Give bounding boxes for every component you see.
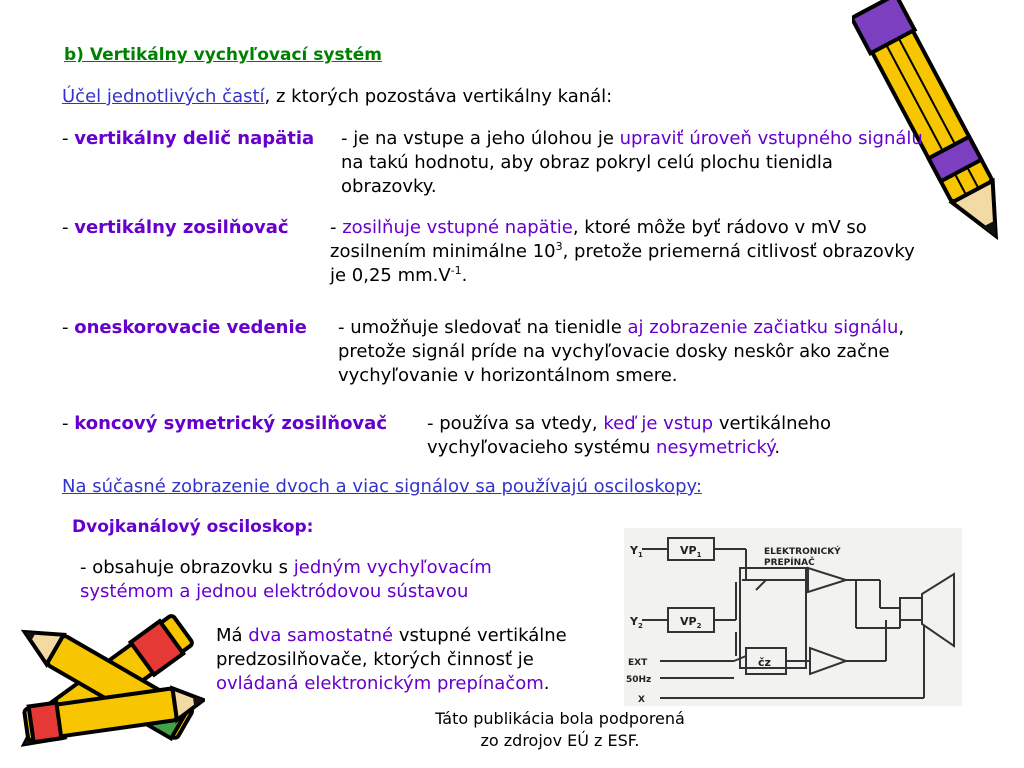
item-3-description bbox=[338, 316, 958, 388]
item-4-desc-part: - používa sa vtedy, bbox=[427, 413, 604, 434]
item-2-desc-part: , ktoré môže byť rádovo v mV so zosilnením minimálne 10 bbox=[330, 217, 867, 262]
item-2-desc-part: , pretože priemerná citlivosť obrazovky je 0,25 mm.V bbox=[330, 241, 915, 286]
dual-p2-highlight: ovládaná elektronickým prepínačom bbox=[216, 673, 544, 694]
diagram-y2-label: $Y_2$ bbox=[630, 615, 643, 630]
item-dash: - bbox=[62, 128, 75, 149]
item-4-desc-part: . bbox=[774, 437, 781, 458]
item-2-term bbox=[62, 216, 289, 240]
diagram-vp1-label: $VP_1$ bbox=[680, 544, 702, 559]
dual-paragraph-1 bbox=[80, 556, 590, 604]
item-2-desc-part: . bbox=[461, 265, 468, 286]
footer-note bbox=[400, 708, 720, 752]
item-4-highlight: keď je vstup bbox=[603, 413, 714, 434]
diagram-vp2-label: $VP_2$ bbox=[680, 615, 702, 630]
item-4-highlight: nesymetrický bbox=[656, 437, 775, 458]
intro-text: , z ktorých pozostáva vertikálny kanál: bbox=[264, 86, 613, 107]
item-4-term-text: koncový symetrický zosilňovač bbox=[74, 413, 387, 434]
dual-p1-highlight: jedným vychyľovacím systémom a jednou elektródovou sústavou bbox=[80, 557, 492, 602]
item-1-desc-part: - je na vstupe a jeho úlohou je bbox=[341, 128, 620, 149]
footer-line-2: zo zdrojov EÚ z ESF. bbox=[480, 731, 640, 750]
diagram-ext-label: EXT bbox=[628, 658, 648, 668]
item-2-sup: -1 bbox=[450, 264, 462, 277]
item-4-description bbox=[427, 412, 927, 460]
item-1-highlight: upraviť úroveň vstupného signálu bbox=[619, 128, 923, 149]
item-3-term-text: oneskorovacie vedenie bbox=[74, 317, 307, 338]
oscilloscopes-link[interactable]: Na súčasné zobrazenie dvoch a viac signálov sa používajú osciloskopy: bbox=[62, 476, 702, 497]
item-1-description bbox=[341, 127, 931, 199]
intro-line bbox=[62, 85, 612, 109]
diagram-cz-label: čz bbox=[758, 656, 771, 669]
pencil-icon-top-right bbox=[852, 0, 1024, 250]
item-2-desc-part: - bbox=[330, 217, 343, 238]
item-1-term bbox=[62, 127, 314, 151]
dual-paragraph-2 bbox=[216, 624, 616, 696]
footer-line-1: Táto publikácia bola podporená bbox=[435, 709, 685, 728]
item-3-desc-part: , pretože signál príde na vychyľovacie dosky neskôr ako začne vychyľovanie v horizontálnom smere. bbox=[338, 317, 905, 386]
diagram-x-label: X bbox=[638, 695, 645, 705]
dual-p2-text: Má bbox=[216, 625, 249, 646]
diagram-50hz-label: 50Hz bbox=[626, 675, 652, 685]
item-2-highlight: zosilňuje vstupné napätie bbox=[342, 217, 573, 238]
dual-p2-highlight: dva samostatné bbox=[248, 625, 394, 646]
item-1-desc-part: na takú hodnotu, aby obraz pokryl celú plochu tienidla obrazovky. bbox=[341, 152, 833, 197]
item-dash: - bbox=[62, 217, 75, 238]
item-2-sup: 3 bbox=[555, 240, 563, 253]
item-4-term bbox=[62, 412, 387, 436]
item-3-highlight: aj zobrazenie začiatku signálu bbox=[627, 317, 899, 338]
diagram-y1-label: $Y_1$ bbox=[630, 544, 643, 559]
dual-channel-title: Dvojkanálový osciloskop: bbox=[72, 517, 314, 537]
section-title: b) Vertikálny vychyľovací systém bbox=[64, 45, 382, 65]
item-3-desc-part: - umožňuje sledovať na tienidle bbox=[338, 317, 628, 338]
item-1-term-text: vertikálny delič napätia bbox=[74, 128, 315, 149]
item-3-term bbox=[62, 316, 307, 340]
diagram-switch-label-1: ELEKTRONICKÝ bbox=[764, 547, 841, 557]
item-dash: - bbox=[62, 317, 75, 338]
intro-link[interactable]: Účel jednotlivých častí bbox=[62, 86, 265, 107]
dual-p2-text: vstupné vertikálne predzosilňovače, ktorých činnosť je bbox=[216, 625, 567, 670]
pencils-icon-bottom-left bbox=[0, 612, 205, 762]
diagram-switch-label-2: PREPÍNAČ bbox=[764, 558, 815, 568]
item-2-term-text: vertikálny zosilňovač bbox=[74, 217, 289, 238]
item-4-desc-part: vertikálneho vychyľovacieho systému bbox=[427, 413, 832, 458]
dual-p2-text: . bbox=[543, 673, 550, 694]
oscilloscope-block-diagram bbox=[624, 528, 962, 706]
item-dash: - bbox=[62, 413, 75, 434]
item-2-description bbox=[330, 216, 935, 288]
dual-p1-text: - obsahuje obrazovku s bbox=[80, 557, 294, 578]
